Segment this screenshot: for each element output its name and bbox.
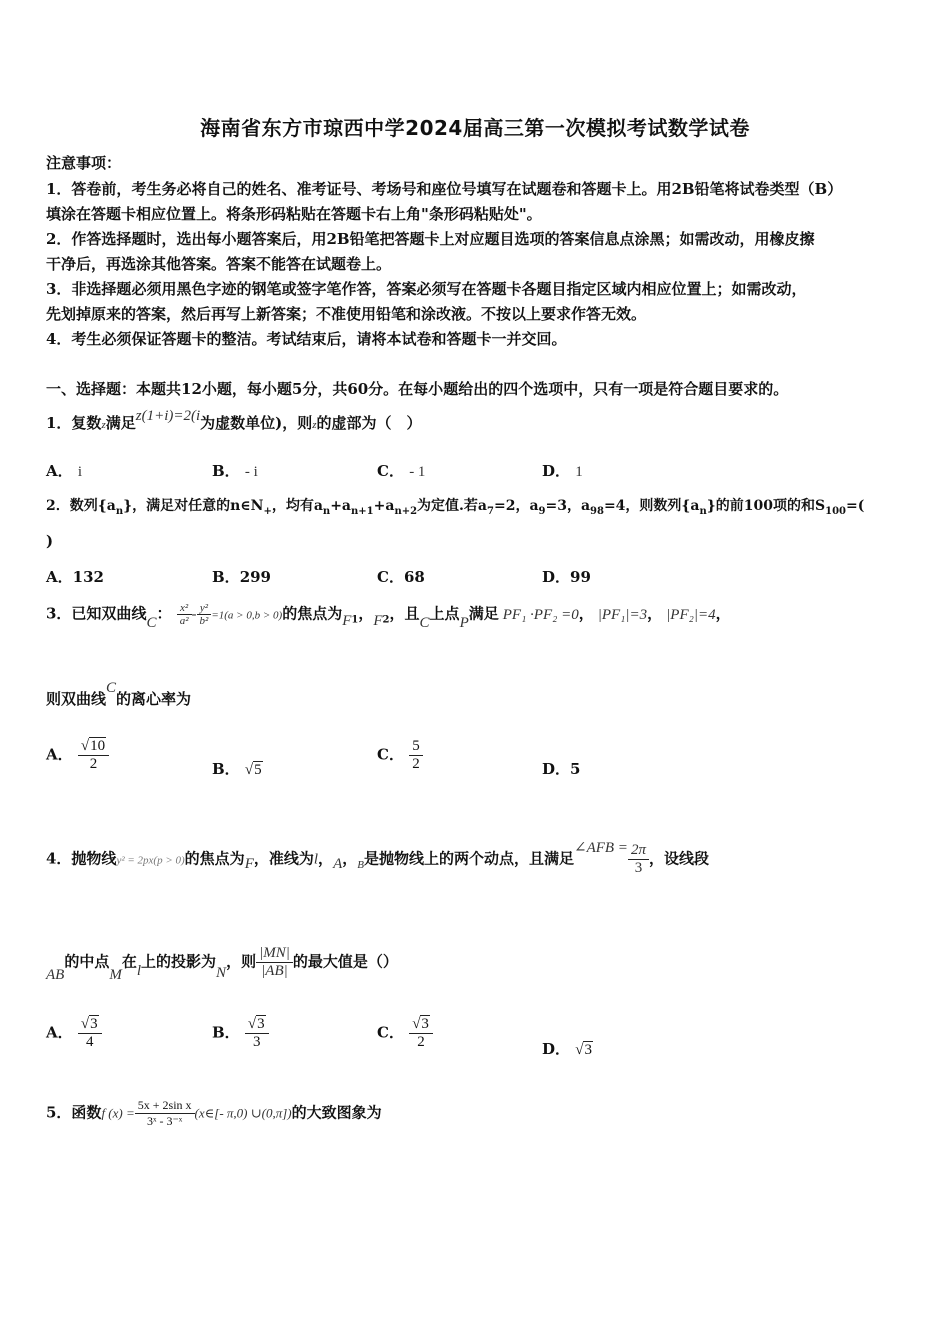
notice-line-5: 3．非选择题必须用黑色字迹的钢笔或签字笔作答，答案必须写在答题卡各题目指定区域内相应位置上；如需改动， xyxy=(46,280,807,298)
section-heading: 一、选择题：本题共12小题，每小题5分，共60分。在每小题给出的四个选项中，只有一项是符合题目要求的。 xyxy=(46,380,789,398)
q1-end: 的虚部为（ ） xyxy=(316,414,422,432)
question-1 xyxy=(46,408,422,433)
q1-option-d[interactable]: D． 1 xyxy=(542,462,583,480)
notice-line-1: 1．答卷前，考生务必将自己的姓名、准考证号、考场号和座位号填写在试题卷和答题卡上。用2B铅笔将试卷类型（B） xyxy=(46,180,843,198)
notice-line-3: 2．作答选择题时，选出每小题答案后，用2B铅笔把答题卡上对应题目选项的答案信息点涂黑；如需改动，用橡皮擦 xyxy=(46,230,815,248)
exam-title: 海南省东方市琼西中学2024届高三第一次模拟考试数学试卷 xyxy=(200,116,750,140)
q1-expr: z(1+i)=2(i xyxy=(135,408,201,424)
q2-option-b[interactable]: B．299 xyxy=(212,568,271,586)
q3-option-a[interactable]: A． $\frac{√10}{2}$ xyxy=(46,738,109,773)
q1-option-c[interactable]: C． - 1 xyxy=(377,462,426,480)
q3-option-c[interactable]: C． $\frac{5}{2}$ xyxy=(377,738,423,773)
q3-line-2: 则双曲线C的离心率为 xyxy=(46,680,192,708)
q1-var: z xyxy=(101,419,106,431)
q2-option-c[interactable]: C．68 xyxy=(377,568,425,586)
question-3: 3．已知双曲线C： $\frac{\text{x²}}{\text{a²}}$ - $\frac{\text{y²}}{\text{b²}}$ =1(a > 0,b > 0)的焦点为$F_1$，$F_2$，且C上点P满足 PF₁ ·PF₂ =0， |PF₁|=3， |PF₂|=4， xyxy=(46,602,731,631)
notice-heading: 注意事项： xyxy=(46,154,122,172)
q3-option-b[interactable]: B． √5 xyxy=(212,760,262,778)
notice-line-7: 4．考生必须保证答题卡的整洁。考试结束后，请将本试卷和答题卡一并交回。 xyxy=(46,330,567,348)
q4-option-a[interactable]: A． $\frac{√3}{4}$ xyxy=(46,1016,102,1051)
q4-option-d[interactable]: D． √3 xyxy=(542,1040,592,1058)
q2-option-d[interactable]: D．99 xyxy=(542,568,591,586)
notice-line-6: 先划掉原来的答案，然后再写上新答案；不准使用铅笔和涂改液。不按以上要求作答无效。 xyxy=(46,305,647,323)
q2-option-a[interactable]: A．132 xyxy=(46,568,104,586)
q4-option-b[interactable]: B． $\frac{√3}{3}$ xyxy=(212,1016,269,1051)
question-4: 4．抛物线y² = 2px(p > 0)的焦点为F，准线为l，A，$_B$是抛物线上的两个动点，且满足∠AFB = $\frac{2\pi}{3}$ ，设线段 xyxy=(46,839,709,876)
q3-option-d[interactable]: D．5 xyxy=(542,760,581,778)
q1-mid: 满足 xyxy=(105,414,136,432)
notice-line-2: 填涂在答题卡相应位置上。将条形码粘贴在答题卡右上角"条形码粘贴处"。 xyxy=(46,205,542,223)
notice-line-4: 干净后，再选涂其他答案。答案不能答在试题卷上。 xyxy=(46,255,392,273)
q1-option-b[interactable]: B． - i xyxy=(212,462,258,480)
question-5: 5．函数f (x) = $\frac{\text{5x + 2sin x}}{\text{3ˣ - 3⁻ˣ}}$ (x∈[- π,0) ∪(0,π])的大致图象为 xyxy=(46,1098,382,1128)
q4-line-2: AB的中点M在l上的投影为N，则 $\frac{|MN|}{|AB|}$ 的最大值是（） xyxy=(46,945,398,983)
q1-prefix: 1．复数 xyxy=(46,414,102,432)
q3-frac-x: $\frac{\text{x²}}{\text{a²}}$ xyxy=(177,602,192,627)
q4-option-c[interactable]: C． $\frac{√3}{2}$ xyxy=(377,1016,433,1051)
q1-var2: z xyxy=(312,419,317,431)
q1-option-a[interactable]: A． i xyxy=(46,462,83,480)
question-2: 2．数列$\{a_n\}$，满足对任意的$n\in N_+$，均有$a_n+a_{n+1}+a_{n+2}$为定值.若$a_7=2$，$a_9=3$，$a_{98}=4$，则数列$\{a_n\}$的前100项的和$S_{100}=$( xyxy=(46,498,865,517)
q1-suffix: 为虚数单位)，则 xyxy=(200,414,313,432)
q2-close: ) xyxy=(46,532,54,550)
q3-frac-y: $\frac{\text{y²}}{\text{b²}}$ xyxy=(197,602,212,627)
